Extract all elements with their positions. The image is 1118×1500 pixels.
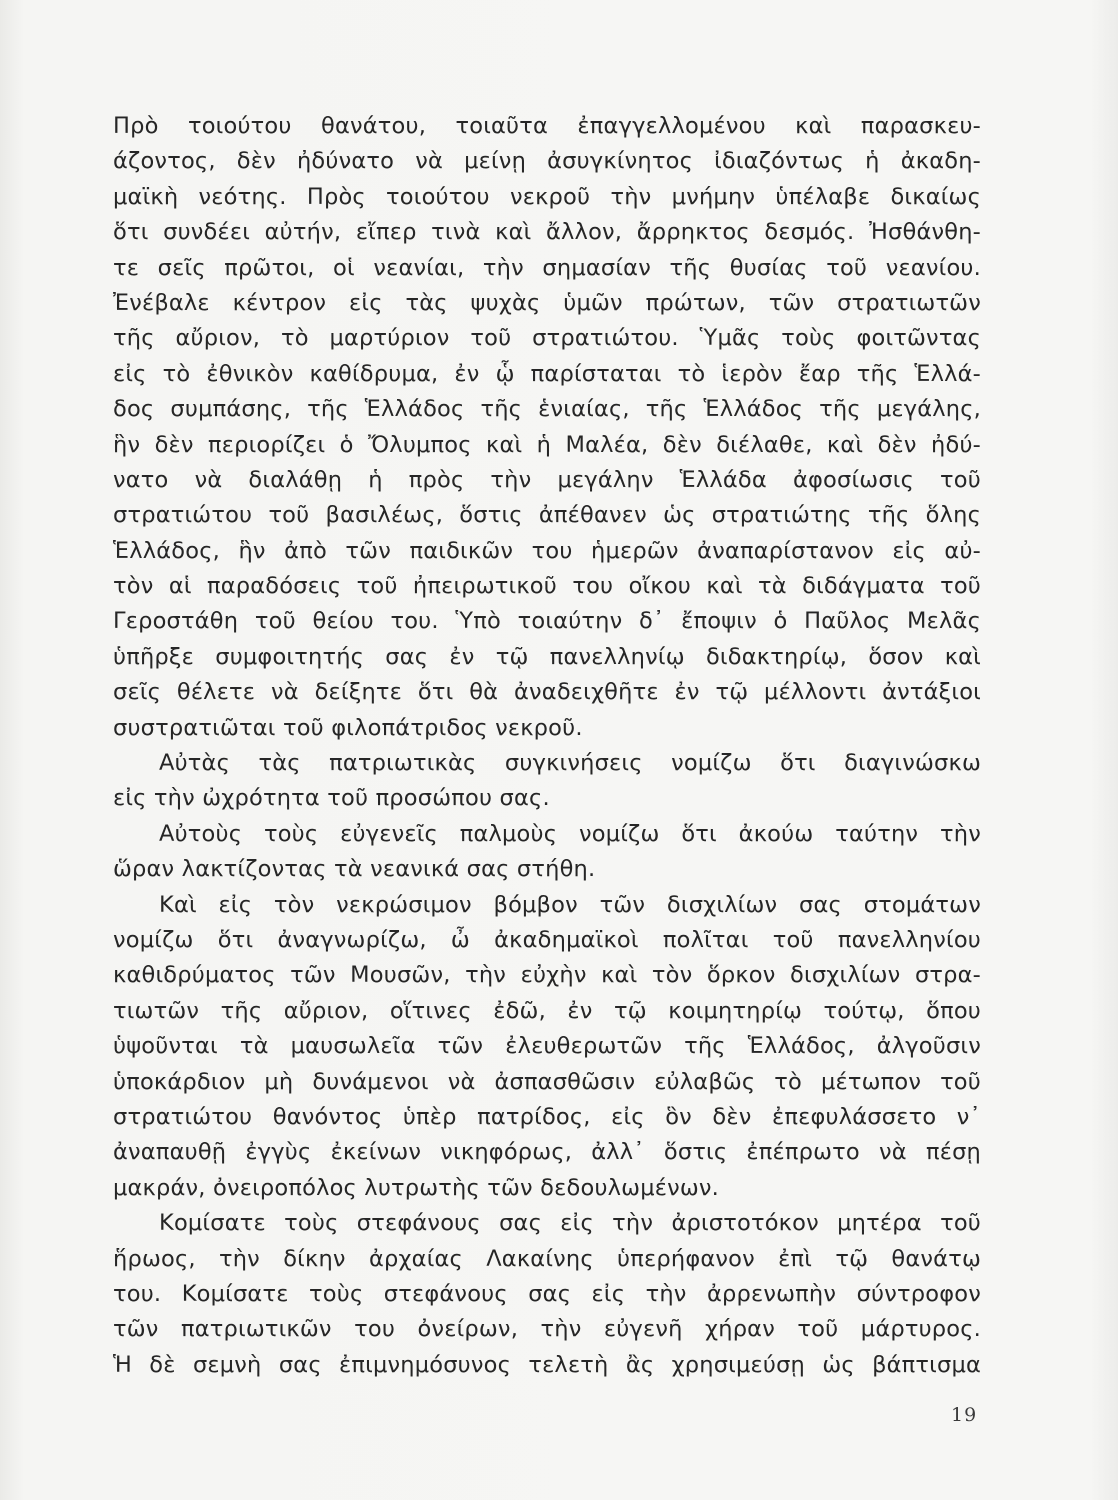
- text-line: μαϊκὴ νεότης. Πρὸς τοιούτου νεκροῦ τὴν μνήμην ὑπέλαβε δικαίως: [113, 183, 981, 210]
- text-line: ἥρωος, τὴν δίκην ἀρχαίας Λακαίνης ὑπερήφανον ἐπὶ τῷ θανάτῳ: [113, 1245, 981, 1272]
- text-line: τῶν πατριωτικῶν του ὀνείρων, τὴν εὐγενῆ χήραν τοῦ μάρτυρος.: [113, 1316, 981, 1343]
- text-line: Κομίσατε τοὺς στεφάνους σας εἰς τὴν ἀριστοτόκον μητέρα τοῦ: [159, 1210, 981, 1237]
- text-line: ἣν δὲν περιορίζει ὁ Ὄλυμπος καὶ ἡ Μαλέα, δὲν διέλαθε, καὶ δὲν ἠδύ-: [113, 431, 981, 458]
- text-line: νομίζω ὅτι ἀναγνωρίζω, ὦ ἀκαδημαϊκοὶ πολῖται τοῦ πανελληνίου: [113, 926, 981, 953]
- text-line: του. Κομίσατε τοὺς στεφάνους σας εἰς τὴν ἀρρενωπὴν σύντροφον: [113, 1280, 981, 1307]
- text-line: δος συμπάσης, τῆς Ἑλλάδος τῆς ἑνιαίας, τῆς Ἑλλάδος τῆς μεγάλης,: [113, 396, 981, 423]
- text-line: μακράν, ὀνειροπόλος λυτρωτὴς τῶν δεδουλωμένων.: [113, 1174, 720, 1201]
- text-line: άζοντος, δὲν ἠδύνατο νὰ μείνῃ ἀσυγκίνητος ἰδιαζόντως ἡ ἀκαδη-: [113, 148, 981, 175]
- text-line: Αὐτοὺς τοὺς εὐγενεῖς παλμοὺς νομίζω ὅτι ἀκούω ταύτην τὴν: [159, 820, 981, 847]
- text-line: στρατιώτου θανόντος ὑπὲρ πατρίδος, εἰς ὃν δὲν ἐπεφυλάσσετο ν᾿: [113, 1103, 981, 1130]
- text-line: ὥραν λακτίζοντας τὰ νεανικά σας στήθη.: [113, 856, 596, 883]
- text-line: νατο νὰ διαλάθῃ ἡ πρὸς τὴν μεγάλην Ἑλλάδα ἀφοσίωσις τοῦ: [113, 466, 981, 493]
- text-line: στρατιώτου τοῦ βασιλέως, ὅστις ἀπέθανεν ὡς στρατιώτης τῆς ὅλης: [113, 502, 981, 529]
- text-line: ὑποκάρδιον μὴ δυνάμενοι νὰ ἀσπασθῶσιν εὐλαβῶς τὸ μέτωπον τοῦ: [113, 1068, 981, 1095]
- text-line: συστρατιῶται τοῦ φιλοπάτριδος νεκροῦ.: [113, 714, 583, 741]
- text-line: σεῖς θέλετε νὰ δείξητε ὅτι θὰ ἀναδειχθῆτε ἐν τῷ μέλλοντι ἀντάξιοι: [113, 679, 981, 706]
- text-line: εἰς τὴν ὠχρότητα τοῦ προσώπου σας.: [113, 785, 550, 812]
- text-line: ὑπῆρξε συμφοιτητής σας ἐν τῷ πανελληνίῳ διδακτηρίῳ, ὅσον καὶ: [113, 643, 981, 670]
- page-number: 19: [951, 1404, 978, 1426]
- text-line: ὑψοῦνται τὰ μαυσωλεῖα τῶν ἐλευθερωτῶν τῆς Ἑλλάδος, ἀλγοῦσιν: [113, 1033, 981, 1060]
- text-line: τε σεῖς πρῶτοι, οἱ νεανίαι, τὴν σημασίαν τῆς θυσίας τοῦ νεανίου.: [113, 254, 981, 281]
- text-line: ἀναπαυθῇ ἐγγὺς ἐκείνων νικηφόρως, ἀλλ᾿ ὅστις ἐπέπρωτο νὰ πέσῃ: [113, 1139, 981, 1166]
- text-line: Πρὸ τοιούτου θανάτου, τοιαῦτα ἐπαγγελλομένου καὶ παρασκευ-: [113, 113, 981, 139]
- text-line: τὸν αἱ παραδόσεις τοῦ ἠπειρωτικοῦ του οἴκου καὶ τὰ διδάγματα τοῦ: [113, 573, 981, 600]
- text-line: καθιδρύματος τῶν Μουσῶν, τὴν εὐχὴν καὶ τὸν ὅρκον δισχιλίων στρα-: [113, 962, 981, 989]
- text-line: Καὶ εἰς τὸν νεκρώσιμον βόμβον τῶν δισχιλίων σας στομάτων: [159, 891, 981, 918]
- text-line: Αὐτὰς τὰς πατριωτικὰς συγκινήσεις νομίζω ὅτι διαγινώσκω: [159, 750, 981, 777]
- text-line: Ἡ δὲ σεμνὴ σας ἐπιμνημόσυνος τελετὴ ἂς χρησιμεύσῃ ὡς βάπτισμα: [113, 1351, 981, 1378]
- text-line: Ἑλλάδος, ἣν ἀπὸ τῶν παιδικῶν του ἡμερῶν ἀναπαρίστανον εἰς αὐ-: [113, 537, 981, 564]
- text-line: τιωτῶν τῆς αὔριον, οἵτινες ἐδῶ, ἐν τῷ κοιμητηρίῳ τούτῳ, ὅπου: [113, 997, 981, 1024]
- text-line: Ἐνέβαλε κέντρον εἰς τὰς ψυχὰς ὑμῶν πρώτων, τῶν στρατιωτῶν: [113, 289, 981, 316]
- text-line: Γεροστάθη τοῦ θείου του. Ὑπὸ τοιαύτην δ᾿ ἔποψιν ὁ Παῦλος Μελᾶς: [113, 608, 981, 635]
- text-line: εἰς τὸ ἐθνικὸν καθίδρυμα, ἐν ᾧ παρίσταται τὸ ἱερὸν ἔαρ τῆς Ἑλλά-: [113, 360, 981, 387]
- body-text: [113, 109, 981, 1383]
- text-line: ὅτι συνδέει αὐτήν, εἴπερ τινὰ καὶ ἄλλον, ἄρρηκτος δεσμός. Ἠσθάνθη-: [113, 219, 981, 246]
- text-line: τῆς αὔριον, τὸ μαρτύριον τοῦ στρατιώτου. Ὑμᾶς τοὺς φοιτῶντας: [113, 325, 981, 352]
